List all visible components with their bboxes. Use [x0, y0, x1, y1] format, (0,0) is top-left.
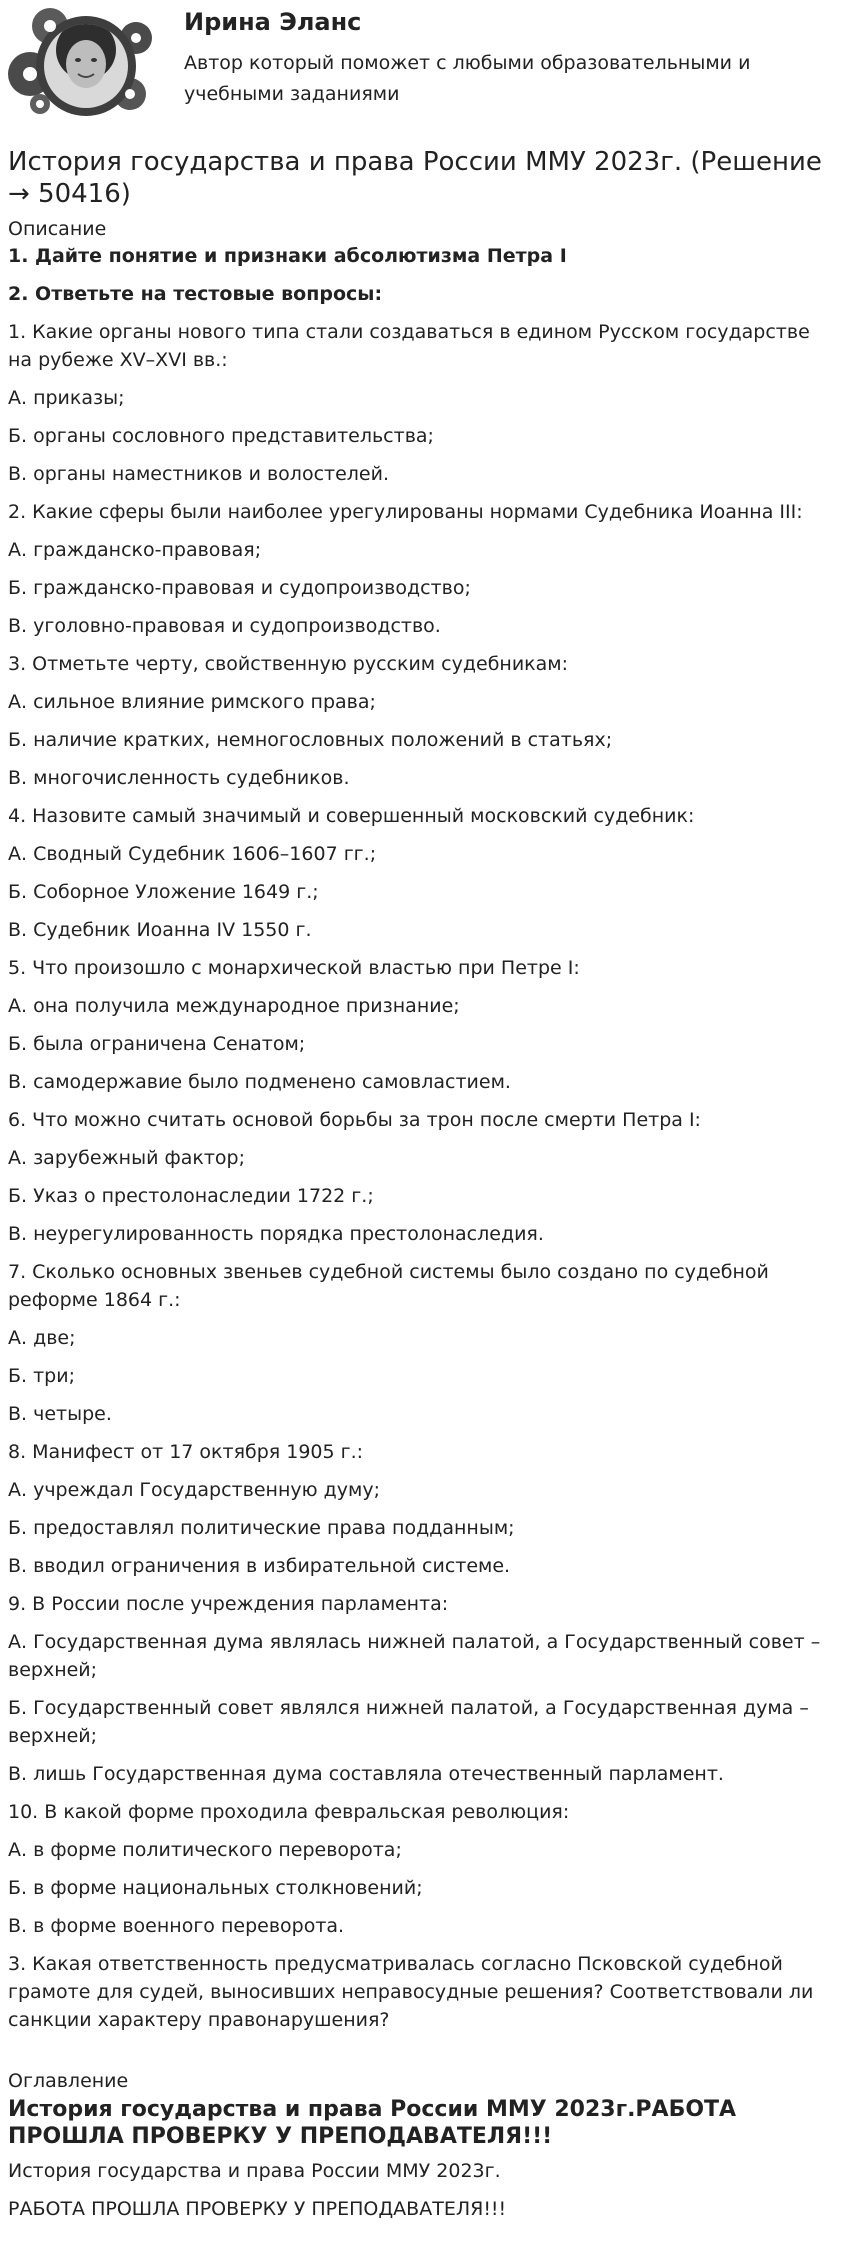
content-paragraph: В. самодержавие было подменено самовластием. — [8, 1071, 511, 1093]
content-paragraph: В. вводил ограничения в избирательной системе. — [8, 1555, 511, 1577]
content-paragraph: 6. Что можно считать основой борьбы за трон после смерти Петра I: — [8, 1109, 701, 1131]
content-paragraph: Б. Соборное Уложение 1649 г.; — [8, 881, 319, 903]
content-paragraph: 3. Отметьте черту, свойственную русским судебникам: — [8, 653, 569, 675]
content-paragraph: 5. Что произошло с монархической властью при Петре I: — [8, 957, 580, 979]
toc-line: История государства и права России ММУ 2023г. — [8, 2160, 501, 2182]
content-paragraph: А. она получила международное признание; — [8, 995, 460, 1017]
content-paragraph: В. многочисленность судебников. — [8, 767, 350, 789]
content-paragraph: В. неурегулированность порядка престолонаследия. — [8, 1223, 544, 1245]
content-paragraph: Б. Указ о престолонаследии 1722 г.; — [8, 1185, 374, 1207]
section-heading: 1. Дайте понятие и признаки абсолютизма Петра I — [8, 245, 567, 267]
description-label: Описание — [8, 218, 107, 240]
content-paragraph: В. лишь Государственная дума составляла отечественный парламент. — [8, 1763, 724, 1785]
author-card — [0, 0, 847, 140]
author-name: Ирина Эланс — [184, 8, 362, 36]
content-paragraph: А. Государственная дума являлась нижней палатой, а Государственный совет – верхней; — [8, 1631, 821, 1681]
content-paragraph: Б. предоставлял политические права подданным; — [8, 1517, 515, 1539]
content-paragraph: А. две; — [8, 1327, 76, 1349]
author-avatar — [6, 4, 152, 128]
content-paragraph: А. учреждал Государственную думу; — [8, 1479, 381, 1501]
content-paragraph: 1. Какие органы нового типа стали создаваться в едином Русском государстве на рубеже XV–XVI вв.: — [8, 321, 810, 371]
content-paragraph: Б. три; — [8, 1365, 75, 1387]
content-paragraph: Б. была ограничена Сенатом; — [8, 1033, 306, 1055]
content-paragraph: 4. Назовите самый значимый и совершенный московский судебник: — [8, 805, 695, 827]
content-paragraph: В. Судебник Иоанна IV 1550 г. — [8, 919, 312, 941]
content-paragraph: В. четыре. — [8, 1403, 112, 1425]
content-paragraph: 9. В России после учреждения парламента: — [8, 1593, 449, 1615]
content-paragraph: Б. наличие кратких, немногословных положений в статьях; — [8, 729, 613, 751]
content-paragraph: А. зарубежный фактор; — [8, 1147, 245, 1169]
content-paragraph: А. Сводный Судебник 1606–1607 гг.; — [8, 843, 377, 865]
content-paragraph: Б. гражданско-правовая и судопроизводство; — [8, 577, 471, 599]
section-heading: 2. Ответьте на тестовые вопросы: — [8, 283, 383, 305]
toc-label: Оглавление — [8, 2070, 129, 2092]
author-description: Автор который поможет с любыми образовательными и учебными заданиями — [184, 52, 751, 105]
content-paragraph: В. органы наместников и волостелей. — [8, 463, 390, 485]
content-paragraph: 8. Манифест от 17 октября 1905 г.: — [8, 1441, 364, 1463]
content-paragraph: А. сильное влияние римского права; — [8, 691, 376, 713]
content-paragraph: 2. Какие сферы были наиболее урегулированы нормами Судебника Иоанна III: — [8, 501, 803, 523]
content-paragraph: В. уголовно-правовая и судопроизводство. — [8, 615, 441, 637]
toc-title: История государства и права России ММУ 2023г.РАБОТА ПРОШЛА ПРОВЕРКУ У ПРЕПОДАВАТЕЛЯ!!! — [8, 2097, 737, 2149]
content-paragraph: А. приказы; — [8, 387, 125, 409]
toc-line: РАБОТА ПРОШЛА ПРОВЕРКУ У ПРЕПОДАВАТЕЛЯ!!! — [8, 2198, 507, 2220]
document-title: История государства и права России ММУ 2023г. (Решение → 50416) — [8, 147, 822, 209]
content-paragraph: А. в форме политического переворота; — [8, 1839, 402, 1861]
content-paragraph: Б. органы сословного представительства; — [8, 425, 434, 447]
content-paragraph: 7. Сколько основных звеньев судебной системы было создано по судебной реформе 1864 г.: — [8, 1261, 769, 1311]
content-paragraph: В. в форме военного переворота. — [8, 1915, 345, 1937]
content-paragraph: 10. В какой форме проходила февральская революция: — [8, 1801, 570, 1823]
content-paragraph: А. гражданско-правовая; — [8, 539, 262, 561]
content-paragraph: Б. в форме национальных столкновений; — [8, 1877, 423, 1899]
description-content — [8, 242, 828, 2044]
content-paragraph: Б. Государственный совет являлся нижней палатой, а Государственная дума – верхней; — [8, 1697, 809, 1747]
content-paragraph: 3. Какая ответственность предусматривалась согласно Псковской судебной грамоте для судей, выносивших неправосудные решения? Соответствовали ли санкции характеру правонарушения? — [8, 1953, 814, 2031]
